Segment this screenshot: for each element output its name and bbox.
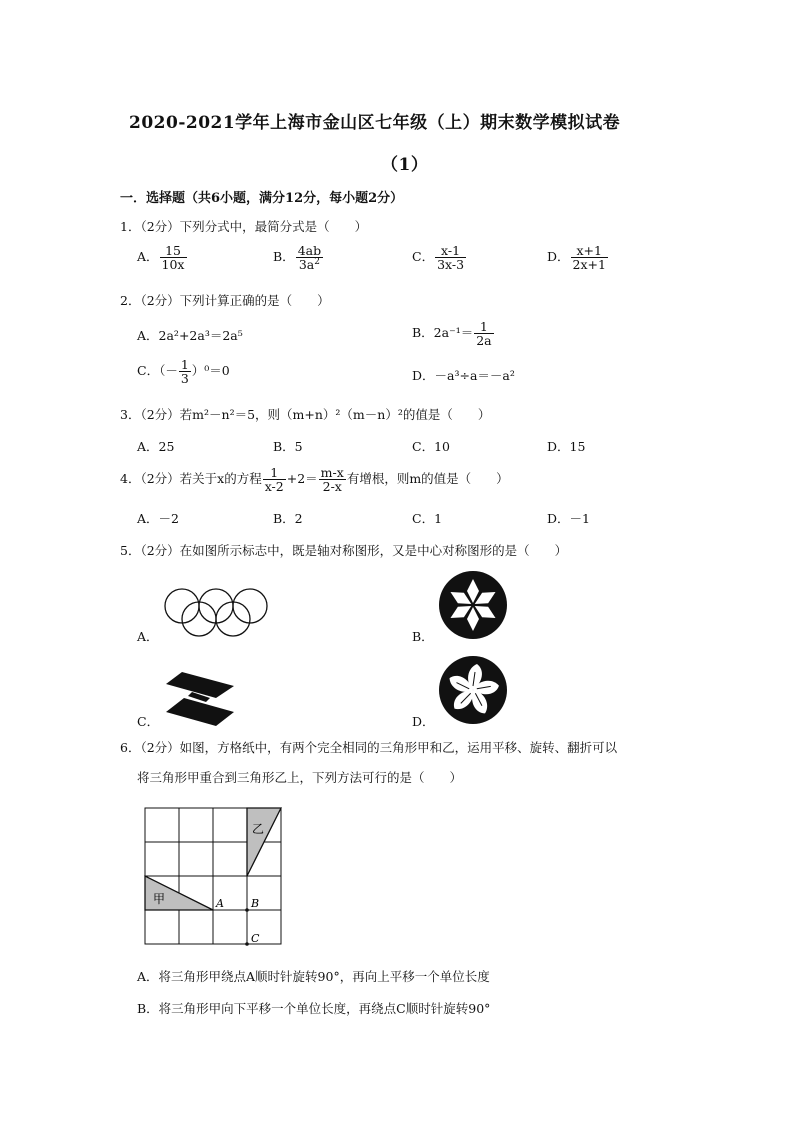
q1-option-a: A． $\frac{15}{10x}$ — [137, 243, 185, 273]
label-yi: 乙 — [252, 822, 265, 836]
q4-option-b: B．2 — [273, 511, 303, 526]
point-b — [245, 908, 249, 912]
q5-stem: 5．（2分）在如图所示标志中，既是轴对称图形，又是中心对称图形的是（ ） — [120, 543, 568, 558]
section-header: 一．选择题（共6小题，满分12分，每小题2分） — [120, 191, 404, 206]
q4-option-d: D．－1 — [547, 511, 590, 526]
q4-option-c: C．1 — [412, 511, 443, 526]
label-b: B — [251, 897, 260, 910]
q1-option-d: D． $\frac{x+1}{2x+1}$ — [547, 243, 606, 273]
q4-stem: 4．（2分）若关于x的方程 $\frac{1}{x-2}$ +2＝ $\frac{m-x}{2-x}$ 有增根，则m的值是（ ） — [120, 465, 509, 495]
q5-option-a-label: A． — [137, 629, 159, 644]
suzuki-logo-image — [162, 668, 238, 728]
q6-stem-line1: 6．（2分）如图，方格纸中，有两个完全相同的三角形甲和乙，运用平移、旋转、翻折可以 — [120, 740, 618, 755]
bauhinia-logo-image — [438, 655, 508, 725]
q6-option-a: A．将三角形甲绕点A顺时针旋转90°，再向上平移一个单位长度 — [137, 969, 490, 984]
q3-option-c: C．10 — [412, 439, 450, 454]
q5-option-b-label: B． — [412, 629, 434, 644]
q1-stem: 1．（2分）下列分式中，最简分式是（ ） — [120, 219, 368, 234]
q3-option-b: B．5 — [273, 439, 303, 454]
point-c — [245, 942, 249, 946]
q1-option-b: B． $\frac{4ab}{3a^2}$ — [273, 243, 322, 273]
q2-option-a: A．2a²+2a³＝2a⁵ — [137, 328, 243, 343]
page-title: 2020-2021学年上海市金山区七年级（上）期末数学模拟试卷 — [129, 113, 621, 133]
q3-option-d: D．15 — [547, 439, 586, 454]
q3-option-a: A．25 — [137, 439, 175, 454]
q1-option-c: C． $\frac{x-1}{3x-3}$ — [412, 243, 465, 273]
label-jia: 甲 — [153, 892, 166, 906]
olympic-rings-image — [160, 588, 272, 638]
q2-option-b: B．2a⁻¹＝ $\frac{1}{2a}$ — [412, 319, 492, 349]
hexagram-rhombus-logo-image — [438, 570, 508, 640]
grid-figure — [140, 803, 290, 953]
q6-stem-line2: 将三角形甲重合到三角形乙上，下列方法可行的是（ ） — [137, 770, 463, 785]
label-a: A — [216, 897, 224, 910]
q6-option-b: B．将三角形甲向下平移一个单位长度，再绕点C顺时针旋转90° — [137, 1001, 491, 1016]
q2-option-c: C．（－ $\frac{1}{3}$ ）⁰＝0 — [137, 357, 230, 387]
page-title-sub: （1） — [381, 155, 429, 175]
q5-option-c-label: C． — [137, 714, 160, 729]
q2-option-d: D．－a³÷a＝－a² — [412, 368, 515, 383]
label-c: C — [251, 932, 260, 945]
q3-stem: 3．（2分）若m²－n²＝5，则（m+n）²（m－n）²的值是（ ） — [120, 407, 491, 422]
q2-stem: 2．（2分）下列计算正确的是（ ） — [120, 293, 330, 308]
q4-option-a: A．－2 — [137, 511, 179, 526]
q5-option-d-label: D． — [412, 714, 435, 729]
